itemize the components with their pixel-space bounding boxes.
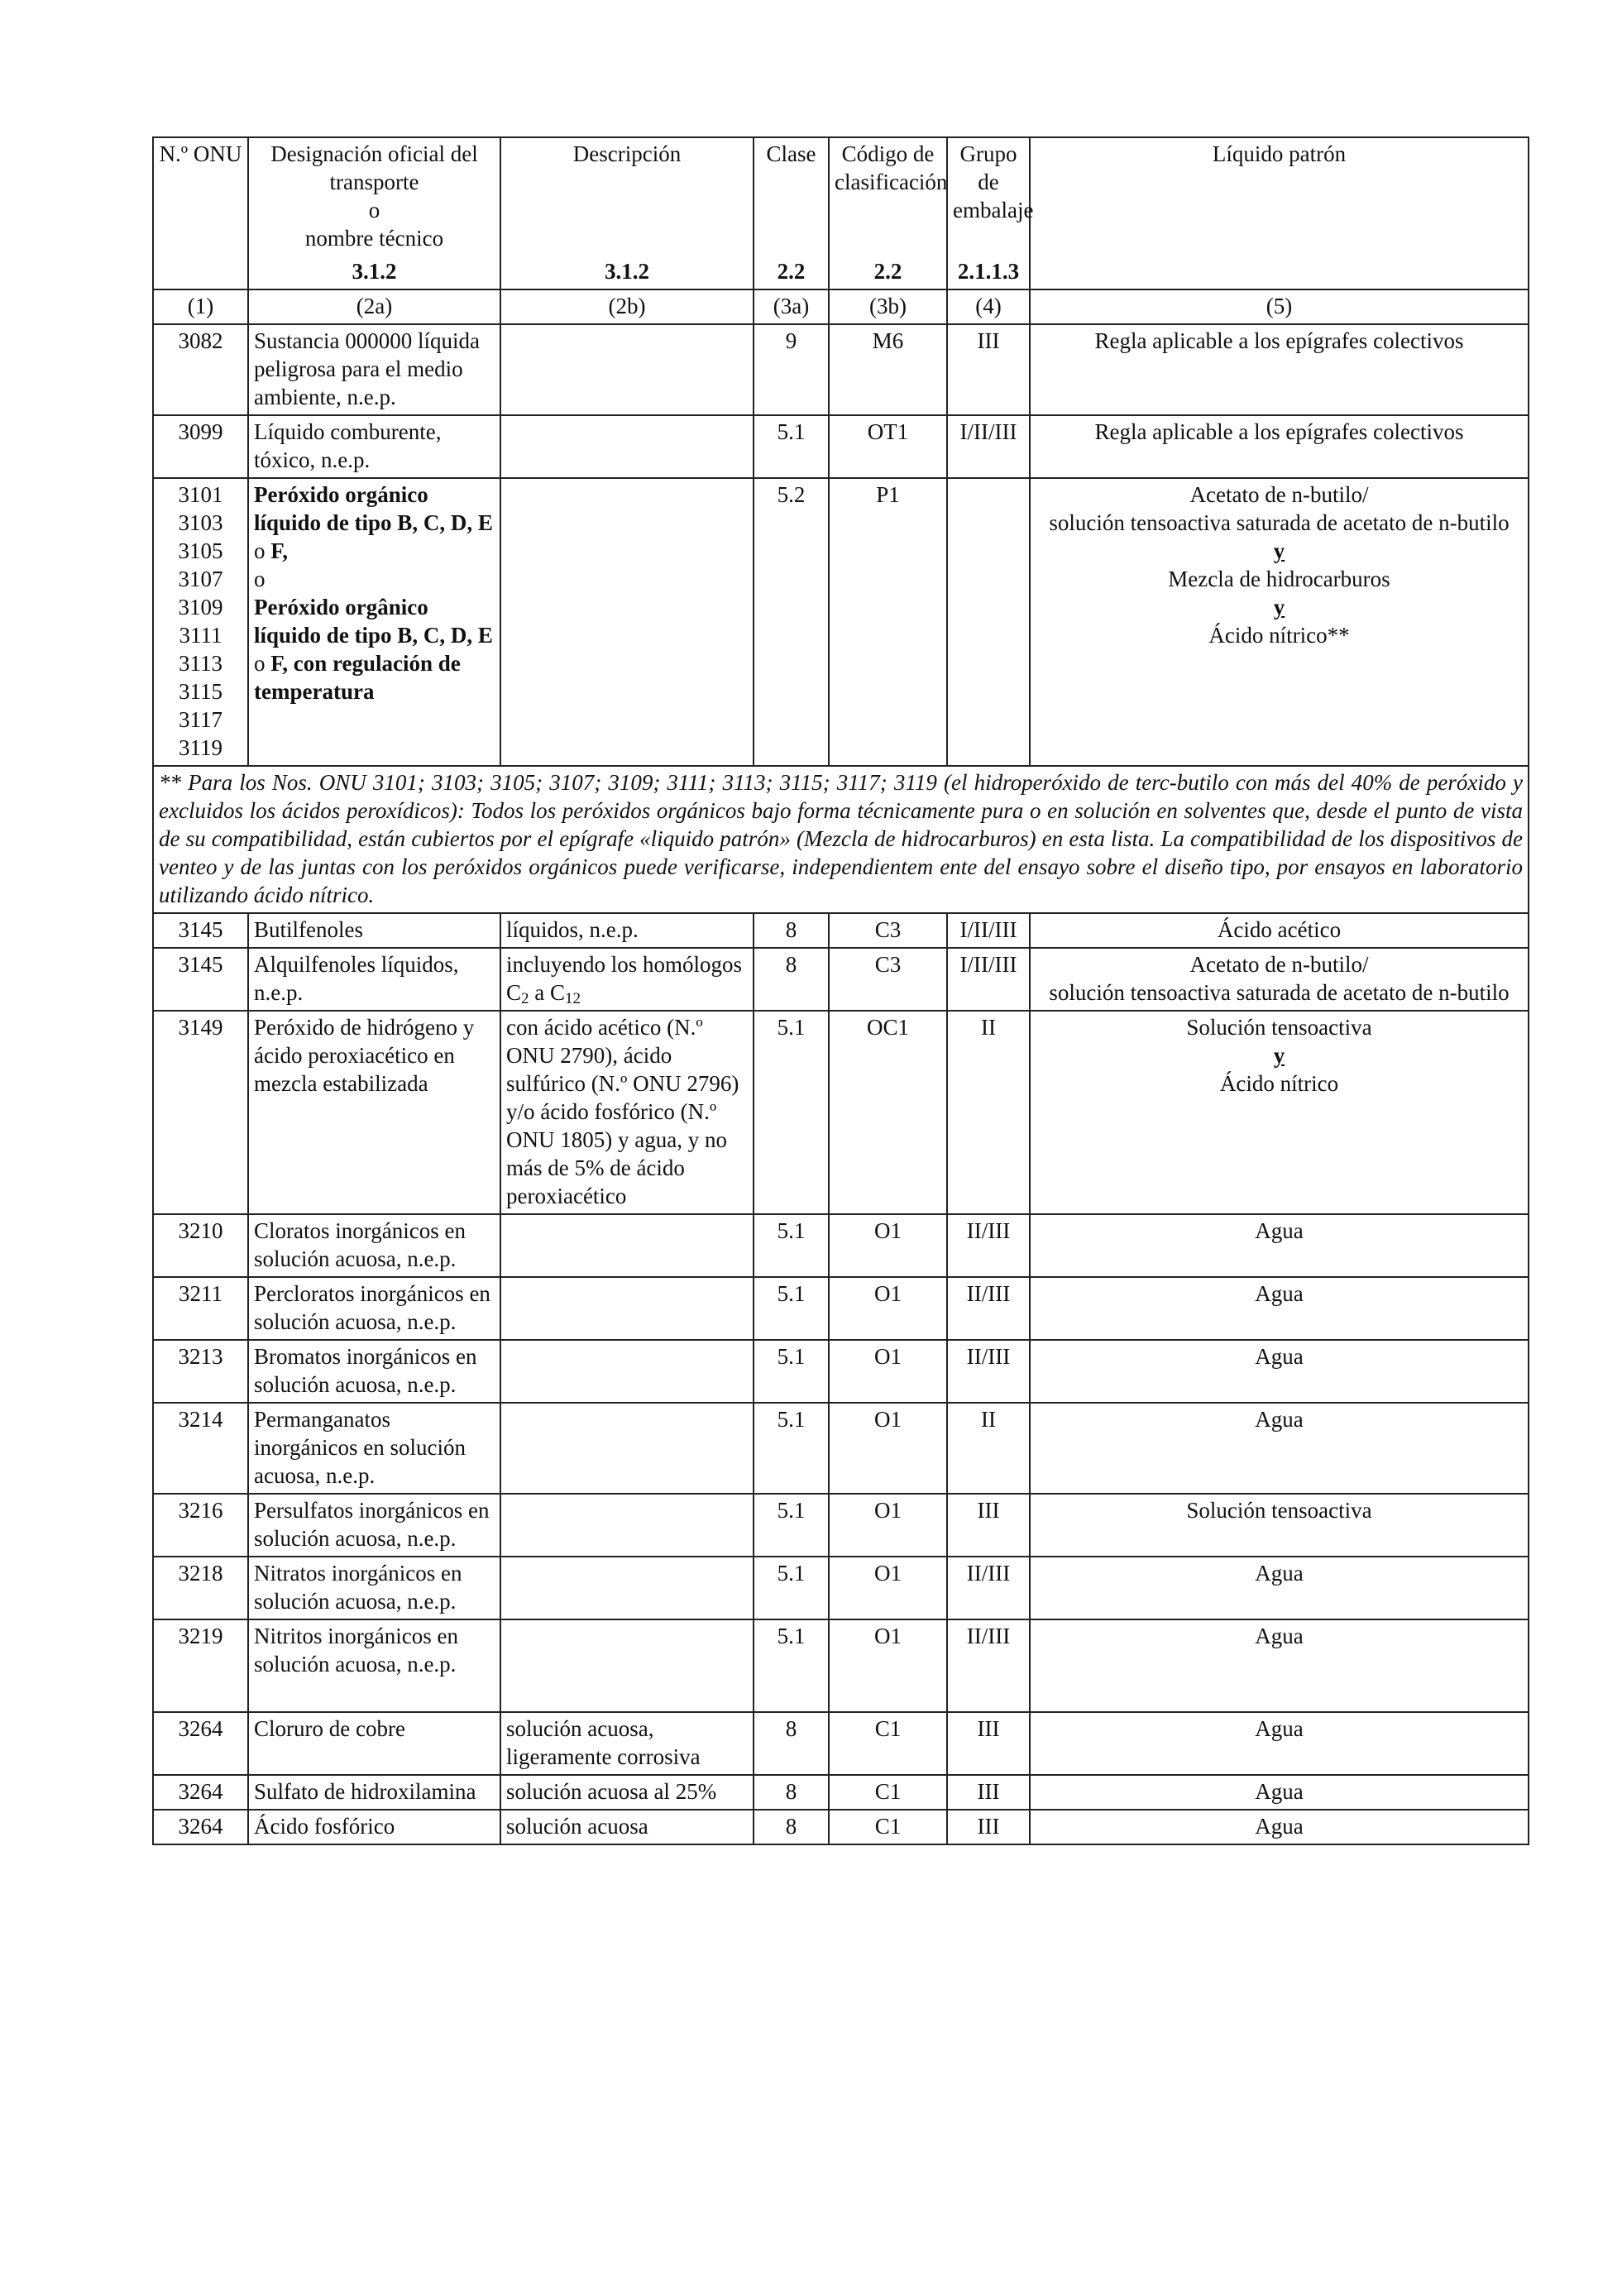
classification-code: O1 bbox=[829, 1277, 947, 1340]
un-number: 3211 bbox=[153, 1277, 248, 1340]
column-number: (1) bbox=[153, 289, 248, 324]
description bbox=[500, 1214, 754, 1277]
un-number: 3219 bbox=[153, 1619, 248, 1712]
classification-code: M6 bbox=[829, 324, 947, 415]
classification-code: O1 bbox=[829, 1494, 947, 1557]
classification-code: OC1 bbox=[829, 1011, 947, 1214]
class: 5.1 bbox=[754, 1403, 829, 1494]
description: solución acuosa al 25% bbox=[500, 1775, 754, 1810]
class: 5.1 bbox=[754, 1340, 829, 1403]
packing-group: I/II/III bbox=[947, 913, 1030, 948]
description bbox=[500, 415, 754, 478]
designation: Sustancia 000000 líquida peligrosa para el medio ambiente, n.e.p. bbox=[248, 324, 500, 415]
un-number: 3145 bbox=[153, 913, 248, 948]
standard-liquid: Agua bbox=[1030, 1557, 1529, 1619]
class: 5.1 bbox=[754, 1214, 829, 1277]
standard-liquid: Agua bbox=[1030, 1340, 1529, 1403]
description: solución acuosa bbox=[500, 1810, 754, 1844]
description bbox=[500, 478, 754, 766]
table-row bbox=[153, 1340, 1529, 1403]
un-number: 3264 bbox=[153, 1775, 248, 1810]
description bbox=[500, 324, 754, 415]
class: 8 bbox=[754, 1810, 829, 1844]
standard-liquid: Solución tensoactiva bbox=[1030, 1494, 1529, 1557]
header-row bbox=[153, 137, 1529, 289]
designation: Permanganatos inorgánicos en solución acuosa, n.e.p. bbox=[248, 1403, 500, 1494]
designation: Nitritos inorgánicos en solución acuosa, n.e.p. bbox=[248, 1619, 500, 1712]
un-number-list: 3101 3103 3105 3107 3109 3111 3113 3115 3117 3119 bbox=[153, 478, 248, 766]
column-number: (5) bbox=[1030, 289, 1529, 324]
header-class: Clase 2.2 bbox=[754, 137, 829, 289]
class: 5.1 bbox=[754, 1494, 829, 1557]
packing-group: II bbox=[947, 1011, 1030, 1214]
designation: Cloruro de cobre bbox=[248, 1712, 500, 1775]
table-row bbox=[153, 948, 1529, 1011]
designation: Peróxido de hidrógeno y ácido peroxiacético en mezcla estabilizada bbox=[248, 1011, 500, 1214]
standard-liquid: Agua bbox=[1030, 1619, 1529, 1712]
class: 8 bbox=[754, 948, 829, 1011]
table-row bbox=[153, 1712, 1529, 1775]
un-number: 3216 bbox=[153, 1494, 248, 1557]
classification-code: O1 bbox=[829, 1557, 947, 1619]
packing-group bbox=[947, 478, 1030, 766]
packing-group: II/III bbox=[947, 1619, 1030, 1712]
class: 8 bbox=[754, 1775, 829, 1810]
classification-code: O1 bbox=[829, 1214, 947, 1277]
column-number: (2b) bbox=[500, 289, 754, 324]
table-row bbox=[153, 1011, 1529, 1214]
packing-group: I/II/III bbox=[947, 948, 1030, 1011]
un-number: 3210 bbox=[153, 1214, 248, 1277]
classification-code: C1 bbox=[829, 1712, 947, 1775]
description bbox=[500, 1494, 754, 1557]
standard-liquid: Agua bbox=[1030, 1810, 1529, 1844]
class: 9 bbox=[754, 324, 829, 415]
packing-group: III bbox=[947, 1810, 1030, 1844]
standard-liquid: Ácido acético bbox=[1030, 913, 1529, 948]
header-standard-liquid: Líquido patrón bbox=[1030, 137, 1529, 289]
designation: Percloratos inorgánicos en solución acuosa, n.e.p. bbox=[248, 1277, 500, 1340]
un-number: 3213 bbox=[153, 1340, 248, 1403]
classification-code: OT1 bbox=[829, 415, 947, 478]
table-row bbox=[153, 1810, 1529, 1844]
packing-group: III bbox=[947, 1775, 1030, 1810]
column-number: (4) bbox=[947, 289, 1030, 324]
header-designation: Designación oficial del transporte o nombre técnico 3.1.2 bbox=[248, 137, 500, 289]
classification-code: C3 bbox=[829, 913, 947, 948]
class: 8 bbox=[754, 913, 829, 948]
standard-liquid: Agua bbox=[1030, 1775, 1529, 1810]
standard-liquid: Regla aplicable a los epígrafes colectivos bbox=[1030, 415, 1529, 478]
designation: Ácido fosfórico bbox=[248, 1810, 500, 1844]
liquids-table bbox=[152, 136, 1529, 1845]
packing-group: II/III bbox=[947, 1277, 1030, 1340]
standard-liquid: Agua bbox=[1030, 1277, 1529, 1340]
packing-group: II/III bbox=[947, 1557, 1030, 1619]
table-row-organic-peroxide bbox=[153, 478, 1529, 766]
header-un-number: N.º ONU bbox=[153, 137, 248, 289]
description: solución acuosa, ligeramente corrosiva bbox=[500, 1712, 754, 1775]
table-row bbox=[153, 1557, 1529, 1619]
designation: Persulfatos inorgánicos en solución acuosa, n.e.p. bbox=[248, 1494, 500, 1557]
classification-code: C1 bbox=[829, 1775, 947, 1810]
packing-group: II/III bbox=[947, 1214, 1030, 1277]
table-row bbox=[153, 913, 1529, 948]
standard-liquid: Agua bbox=[1030, 1214, 1529, 1277]
description bbox=[500, 1557, 754, 1619]
un-number: 3099 bbox=[153, 415, 248, 478]
standard-liquid: Acetato de n-butilo/ solución tensoactiva saturada de acetato de n-butilo y Mezcla de hidrocarburos y Ácido nítrico** bbox=[1030, 478, 1529, 766]
header-description: Descripción 3.1.2 bbox=[500, 137, 754, 289]
table-row bbox=[153, 1619, 1529, 1712]
footnote: ** Para los Nos. ONU 3101; 3103; 3105; 3107; 3109; 3111; 3113; 3115; 3117; 3119 (el hidroperóxido de terc-butilo con más del 40% de peróxido y excluidos los ácidos peroxídicos): Todos los peróxidos orgánicos bajo forma técnicamente pura o en solución en solventes que, desde el punto de vista de su compatibilidad, están cubiertos por el epígrafe «liquido patrón» (Mezcla de hidrocarburos) en esta lista. La compatibilidad de los dispositivos de venteo y de las juntas con los peróxidos orgánicos puede verificarse, independientem ente del ensayo sobre el diseño tipo, por ensayos en laboratorio utilizando ácido nítrico. bbox=[153, 766, 1529, 913]
packing-group: II bbox=[947, 1403, 1030, 1494]
packing-group: III bbox=[947, 1494, 1030, 1557]
column-number: (3a) bbox=[754, 289, 829, 324]
column-number: (2a) bbox=[248, 289, 500, 324]
classification-code: C1 bbox=[829, 1810, 947, 1844]
designation: Peróxido orgánico líquido de tipo B, C, D, E o F, o Peróxido orgânico líquido de tipo B, C, D, E o F, con regulación de temperatura bbox=[248, 478, 500, 766]
designation: Cloratos inorgánicos en solución acuosa, n.e.p. bbox=[248, 1214, 500, 1277]
designation: Nitratos inorgánicos en solución acuosa, n.e.p. bbox=[248, 1557, 500, 1619]
header-packing-group: Grupo de embalaje 2.1.1.3 bbox=[947, 137, 1030, 289]
description: líquidos, n.e.p. bbox=[500, 913, 754, 948]
standard-liquid: Agua bbox=[1030, 1403, 1529, 1494]
table-row bbox=[153, 1214, 1529, 1277]
class: 5.1 bbox=[754, 1277, 829, 1340]
table-row bbox=[153, 415, 1529, 478]
table-row bbox=[153, 1277, 1529, 1340]
table-row bbox=[153, 324, 1529, 415]
standard-liquid: Agua bbox=[1030, 1712, 1529, 1775]
designation: Butilfenoles bbox=[248, 913, 500, 948]
designation: Bromatos inorgánicos en solución acuosa, n.e.p. bbox=[248, 1340, 500, 1403]
standard-liquid: Solución tensoactiva y Ácido nítrico bbox=[1030, 1011, 1529, 1214]
standard-liquid: Regla aplicable a los epígrafes colectivos bbox=[1030, 324, 1529, 415]
designation: Alquilfenoles líquidos, n.e.p. bbox=[248, 948, 500, 1011]
column-number: (3b) bbox=[829, 289, 947, 324]
description bbox=[500, 1277, 754, 1340]
packing-group: II/III bbox=[947, 1340, 1030, 1403]
description bbox=[500, 1619, 754, 1712]
table-row bbox=[153, 1403, 1529, 1494]
classification-code: C3 bbox=[829, 948, 947, 1011]
classification-code: P1 bbox=[829, 478, 947, 766]
footnote-row bbox=[153, 766, 1529, 913]
class: 5.1 bbox=[754, 1619, 829, 1712]
table-row bbox=[153, 1494, 1529, 1557]
header-classification-code: Código de clasificación 2.2 bbox=[829, 137, 947, 289]
class: 5.1 bbox=[754, 415, 829, 478]
description bbox=[500, 1340, 754, 1403]
un-number: 3218 bbox=[153, 1557, 248, 1619]
classification-code: O1 bbox=[829, 1619, 947, 1712]
classification-code: O1 bbox=[829, 1340, 947, 1403]
description: incluyendo los homólogos $C_2$ a $C_{12}$ bbox=[500, 948, 754, 1011]
un-number: 3264 bbox=[153, 1810, 248, 1844]
designation: Líquido comburente, tóxico, n.e.p. bbox=[248, 415, 500, 478]
description bbox=[500, 1403, 754, 1494]
standard-liquid: Acetato de n-butilo/ solución tensoactiva saturada de acetato de n-butilo bbox=[1030, 948, 1529, 1011]
packing-group: III bbox=[947, 1712, 1030, 1775]
un-number: 3214 bbox=[153, 1403, 248, 1494]
class: 5.1 bbox=[754, 1011, 829, 1214]
un-number: 3264 bbox=[153, 1712, 248, 1775]
designation: Sulfato de hidroxilamina bbox=[248, 1775, 500, 1810]
description: con ácido acético (N.º ONU 2790), ácido sulfúrico (N.º ONU 2796) y/o ácido fosfórico (N.º ONU 1805) y agua, y no más de 5% de ácido peroxiacético bbox=[500, 1011, 754, 1214]
un-number: 3149 bbox=[153, 1011, 248, 1214]
un-number: 3082 bbox=[153, 324, 248, 415]
class: 8 bbox=[754, 1712, 829, 1775]
table-row bbox=[153, 1775, 1529, 1810]
packing-group: III bbox=[947, 324, 1030, 415]
class: 5.1 bbox=[754, 1557, 829, 1619]
classification-code: O1 bbox=[829, 1403, 947, 1494]
column-number-row bbox=[153, 289, 1529, 324]
class: 5.2 bbox=[754, 478, 829, 766]
un-number: 3145 bbox=[153, 948, 248, 1011]
packing-group: I/II/III bbox=[947, 415, 1030, 478]
